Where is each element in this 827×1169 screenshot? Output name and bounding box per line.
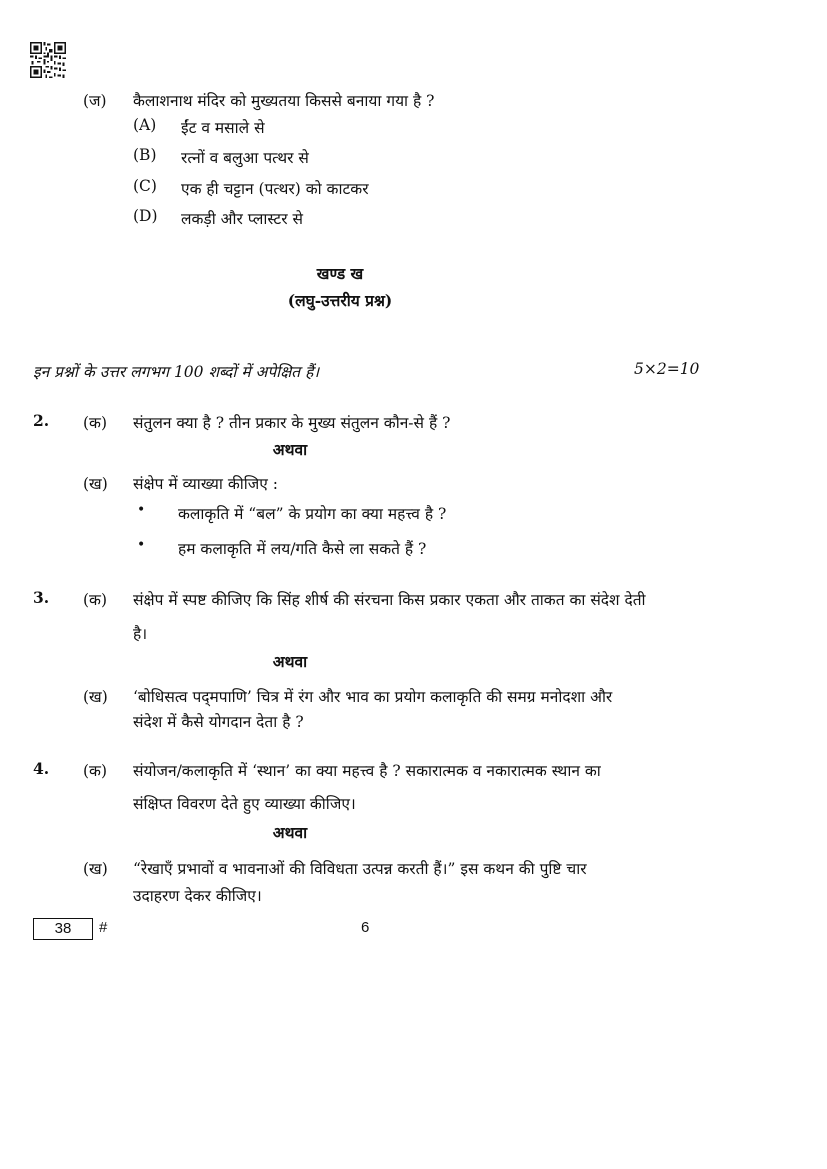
question-3a-line-1: संक्षेप में स्पष्ट कीजिए कि सिंह शीर्ष की संरचना किस प्रकार एकता और ताकत का संदेश देती <box>133 591 646 609</box>
paper-code-box: 38 <box>33 918 93 940</box>
question-4a-line-1: संयोजन/कलाकृति में ‘स्थान’ का क्या महत्त्व है ? सकारात्मक व नकारात्मक स्थान का <box>133 762 601 780</box>
question-j-label: (ज) <box>83 92 107 110</box>
section-subtitle: (लघु-उत्तरीय प्रश्न) <box>287 291 393 310</box>
option-d-text: लकड़ी और प्लास्टर से <box>181 210 303 228</box>
question-3a-line-2: है। <box>133 625 148 643</box>
question-4-number: 4. <box>33 759 50 778</box>
question-4b-line-2: उदाहरण देकर कीजिए। <box>133 887 262 905</box>
question-3b-label: (ख) <box>83 688 108 706</box>
question-3b-line-2: संदेश में कैसे योगदान देता है ? <box>133 713 304 731</box>
question-4b-line-1: “रेखाएँ प्रभावों व भावनाओं की विविधता उत्पन्न करती हैं।” इस कथन की पुष्टि चार <box>133 860 587 878</box>
question-4b-label: (ख) <box>83 860 108 878</box>
option-c-text: एक ही चट्टान (पत्थर) को काटकर <box>181 180 369 198</box>
section-instruction: इन प्रश्नों के उत्तर लगभग 100 शब्दों में अपेक्षित हैं। <box>33 363 320 381</box>
or-divider-4: अथवा <box>272 823 308 842</box>
question-4a-line-2: संक्षिप्त विवरण देते हुए व्याख्या कीजिए। <box>133 795 356 813</box>
question-2a-text: संतुलन क्या है ? तीन प्रकार के मुख्य संतुलन कौन-से हैं ? <box>133 414 451 432</box>
bullet-marker: • <box>137 502 146 518</box>
question-2b-bullet-1: कलाकृति में “बल” के प्रयोग का क्या महत्त्व है ? <box>178 505 447 523</box>
question-3b-line-1: ‘बोधिसत्व पद्‌मपाणि’ चित्र में रंग और भाव का प्रयोग कलाकृति की समग्र मनोदशा और <box>133 688 613 706</box>
footer-hash: # <box>99 919 108 936</box>
section-marks: 5×2=10 <box>634 360 700 378</box>
question-4a-label: (क) <box>83 762 107 780</box>
question-2b-bullet-2: हम कलाकृति में लय/गति कैसे ला सकते हैं ? <box>178 540 427 558</box>
or-divider-2: अथवा <box>272 440 308 459</box>
question-2a-label: (क) <box>83 414 107 432</box>
page-number: 6 <box>361 919 370 936</box>
option-a-text: ईंट व मसाले से <box>181 119 265 137</box>
or-divider-3: अथवा <box>272 652 308 671</box>
option-c-key: (C) <box>133 177 157 195</box>
question-2b-text: संक्षेप में व्याख्या कीजिए : <box>133 475 278 493</box>
bullet-marker: • <box>137 537 146 553</box>
question-j-text: कैलाशनाथ मंदिर को मुख्यतया किससे बनाया गया है ? <box>133 92 435 110</box>
option-d-key: (D) <box>133 207 158 225</box>
option-b-text: रत्नों व बलुआ पत्थर से <box>181 149 309 167</box>
question-2b-label: (ख) <box>83 475 108 493</box>
option-a-key: (A) <box>133 116 157 134</box>
question-3a-label: (क) <box>83 591 107 609</box>
qr-code-icon <box>30 42 66 78</box>
question-3-number: 3. <box>33 588 50 607</box>
option-b-key: (B) <box>133 146 157 164</box>
question-2-number: 2. <box>33 411 50 430</box>
section-title: खण्ड ख <box>316 264 364 283</box>
